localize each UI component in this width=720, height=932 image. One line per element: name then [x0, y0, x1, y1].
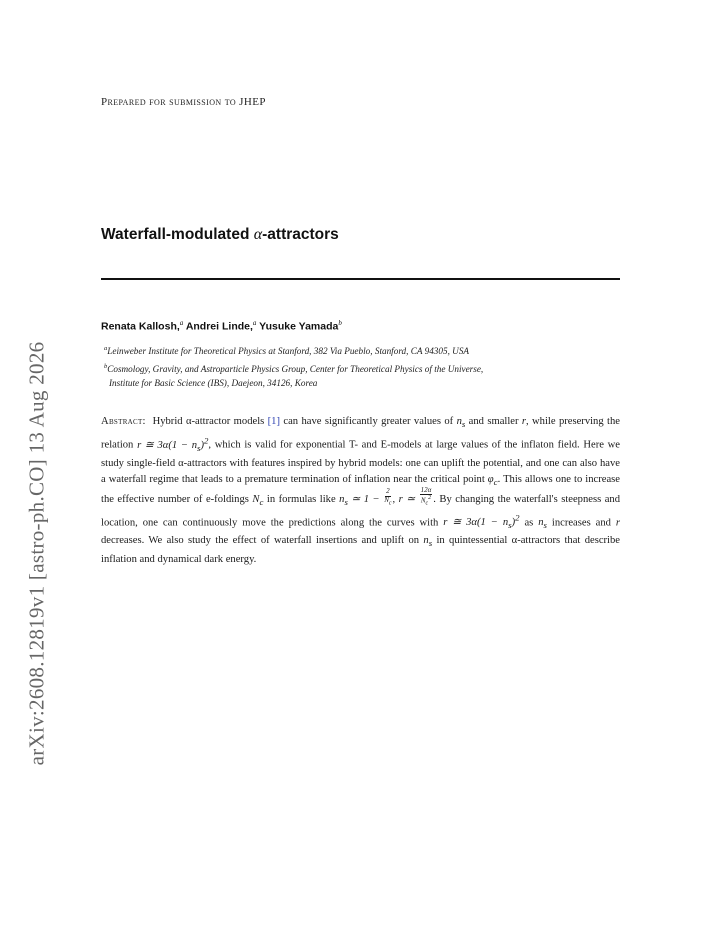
abstract-text: , which is valid for exponential T- and E-models at large values of the inflaton field. Here we study single-field α-attractors with features inspired by hybrid models: one can uplift the potential, and one can also have a waterfall regime that leads to a premature termination of inflation near the critical point: [101, 439, 620, 485]
affiliation-mark: a: [104, 345, 108, 352]
author-affil-mark: a: [179, 319, 184, 327]
title-rule: [101, 278, 620, 280]
abstract-text: in quintessential α-attractors that describe inflation and dynamical dark energy.: [101, 535, 621, 565]
abstract-text: . By changing the waterfall's steepness and location, one can continuously move the predictions along the curves with: [101, 493, 620, 529]
math-r-formula: r ≃ $\frac{12\alpha}{N_c^2}$: [398, 485, 432, 508]
math-phi-c: $\varphi_c$: [487, 473, 498, 487]
abstract-text: can have significantly greater values of: [280, 416, 457, 427]
author-name: Yusuke Yamada: [259, 320, 339, 333]
fraction: $\frac{2}{N_c}$: [384, 487, 392, 506]
author-affil-mark: b: [338, 319, 342, 327]
paper-title: [101, 226, 339, 244]
affiliation-text: Cosmology, Gravity, and Astroparticle Physics Group, Center for Theoretical Physics of the Universe,: [107, 364, 484, 375]
title-alpha: α: [253, 226, 263, 243]
author-name: Andrei Linde,: [185, 320, 253, 333]
abstract-text: Hybrid α-attractor models: [152, 416, 268, 427]
math-ns: $n_s$: [538, 517, 547, 531]
math-ns: $n_s$: [456, 416, 466, 430]
prepared-for-submission: Prepared for submission to JHEP: [101, 96, 266, 108]
math-r: r: [615, 517, 620, 529]
fraction: $\frac{12\alpha}{N_c^2}$: [420, 485, 432, 508]
title-part-2: -attractors: [262, 226, 339, 243]
math-r: r: [521, 416, 527, 427]
abstract-heading: Abstract:: [101, 416, 146, 427]
abstract: [101, 414, 620, 568]
affiliation-text-continued: Institute for Basic Science (IBS), Daejeon, 34126, Korea: [109, 377, 318, 388]
math-relation: r ≅ $3\alpha(1 - n_s)^2$: [137, 435, 209, 453]
arxiv-identifier: arXiv:2608.12819v1 [astro-ph.CO] 13 Aug 2026: [24, 341, 49, 765]
author-affil-mark: a: [252, 319, 257, 327]
math-ns: $n_s$: [423, 535, 433, 549]
abstract-text: and smaller: [465, 416, 522, 427]
author-list: [101, 319, 342, 333]
title-part-1: Waterfall-modulated: [101, 226, 254, 243]
abstract-text: decreases. We also study the effect of waterfall insertions and uplift on: [101, 535, 424, 547]
math-nc: $N_c$: [252, 493, 264, 507]
abstract-text: ,: [392, 493, 396, 505]
abstract-text: in formulas like: [263, 493, 340, 505]
abstract-text: , while preserving the relation: [101, 416, 620, 451]
affiliation-mark: b: [104, 363, 108, 370]
affiliation: [104, 342, 624, 359]
author-name: Renata Kallosh,: [101, 320, 180, 333]
citation-link[interactable]: [1]: [267, 416, 281, 427]
affiliation-text: Leinweber Institute for Theoretical Physics at Stanford, 382 Via Pueblo, Stanford, CA 94305, USA: [107, 346, 470, 357]
affiliation: [104, 360, 624, 390]
abstract-text: . This allows one to increase the effective number of e-foldings: [101, 473, 620, 505]
abstract-text: increases and: [546, 517, 616, 529]
math-relation: r ≅ $3\alpha(1 - n_s)^2$: [443, 512, 520, 531]
arxiv-sidebar-stamp: [22, 318, 52, 788]
math-ns-formula: $n_s$ ≃ 1 − $\frac{2}{N_c}$: [339, 487, 392, 507]
abstract-text: as: [519, 517, 539, 529]
